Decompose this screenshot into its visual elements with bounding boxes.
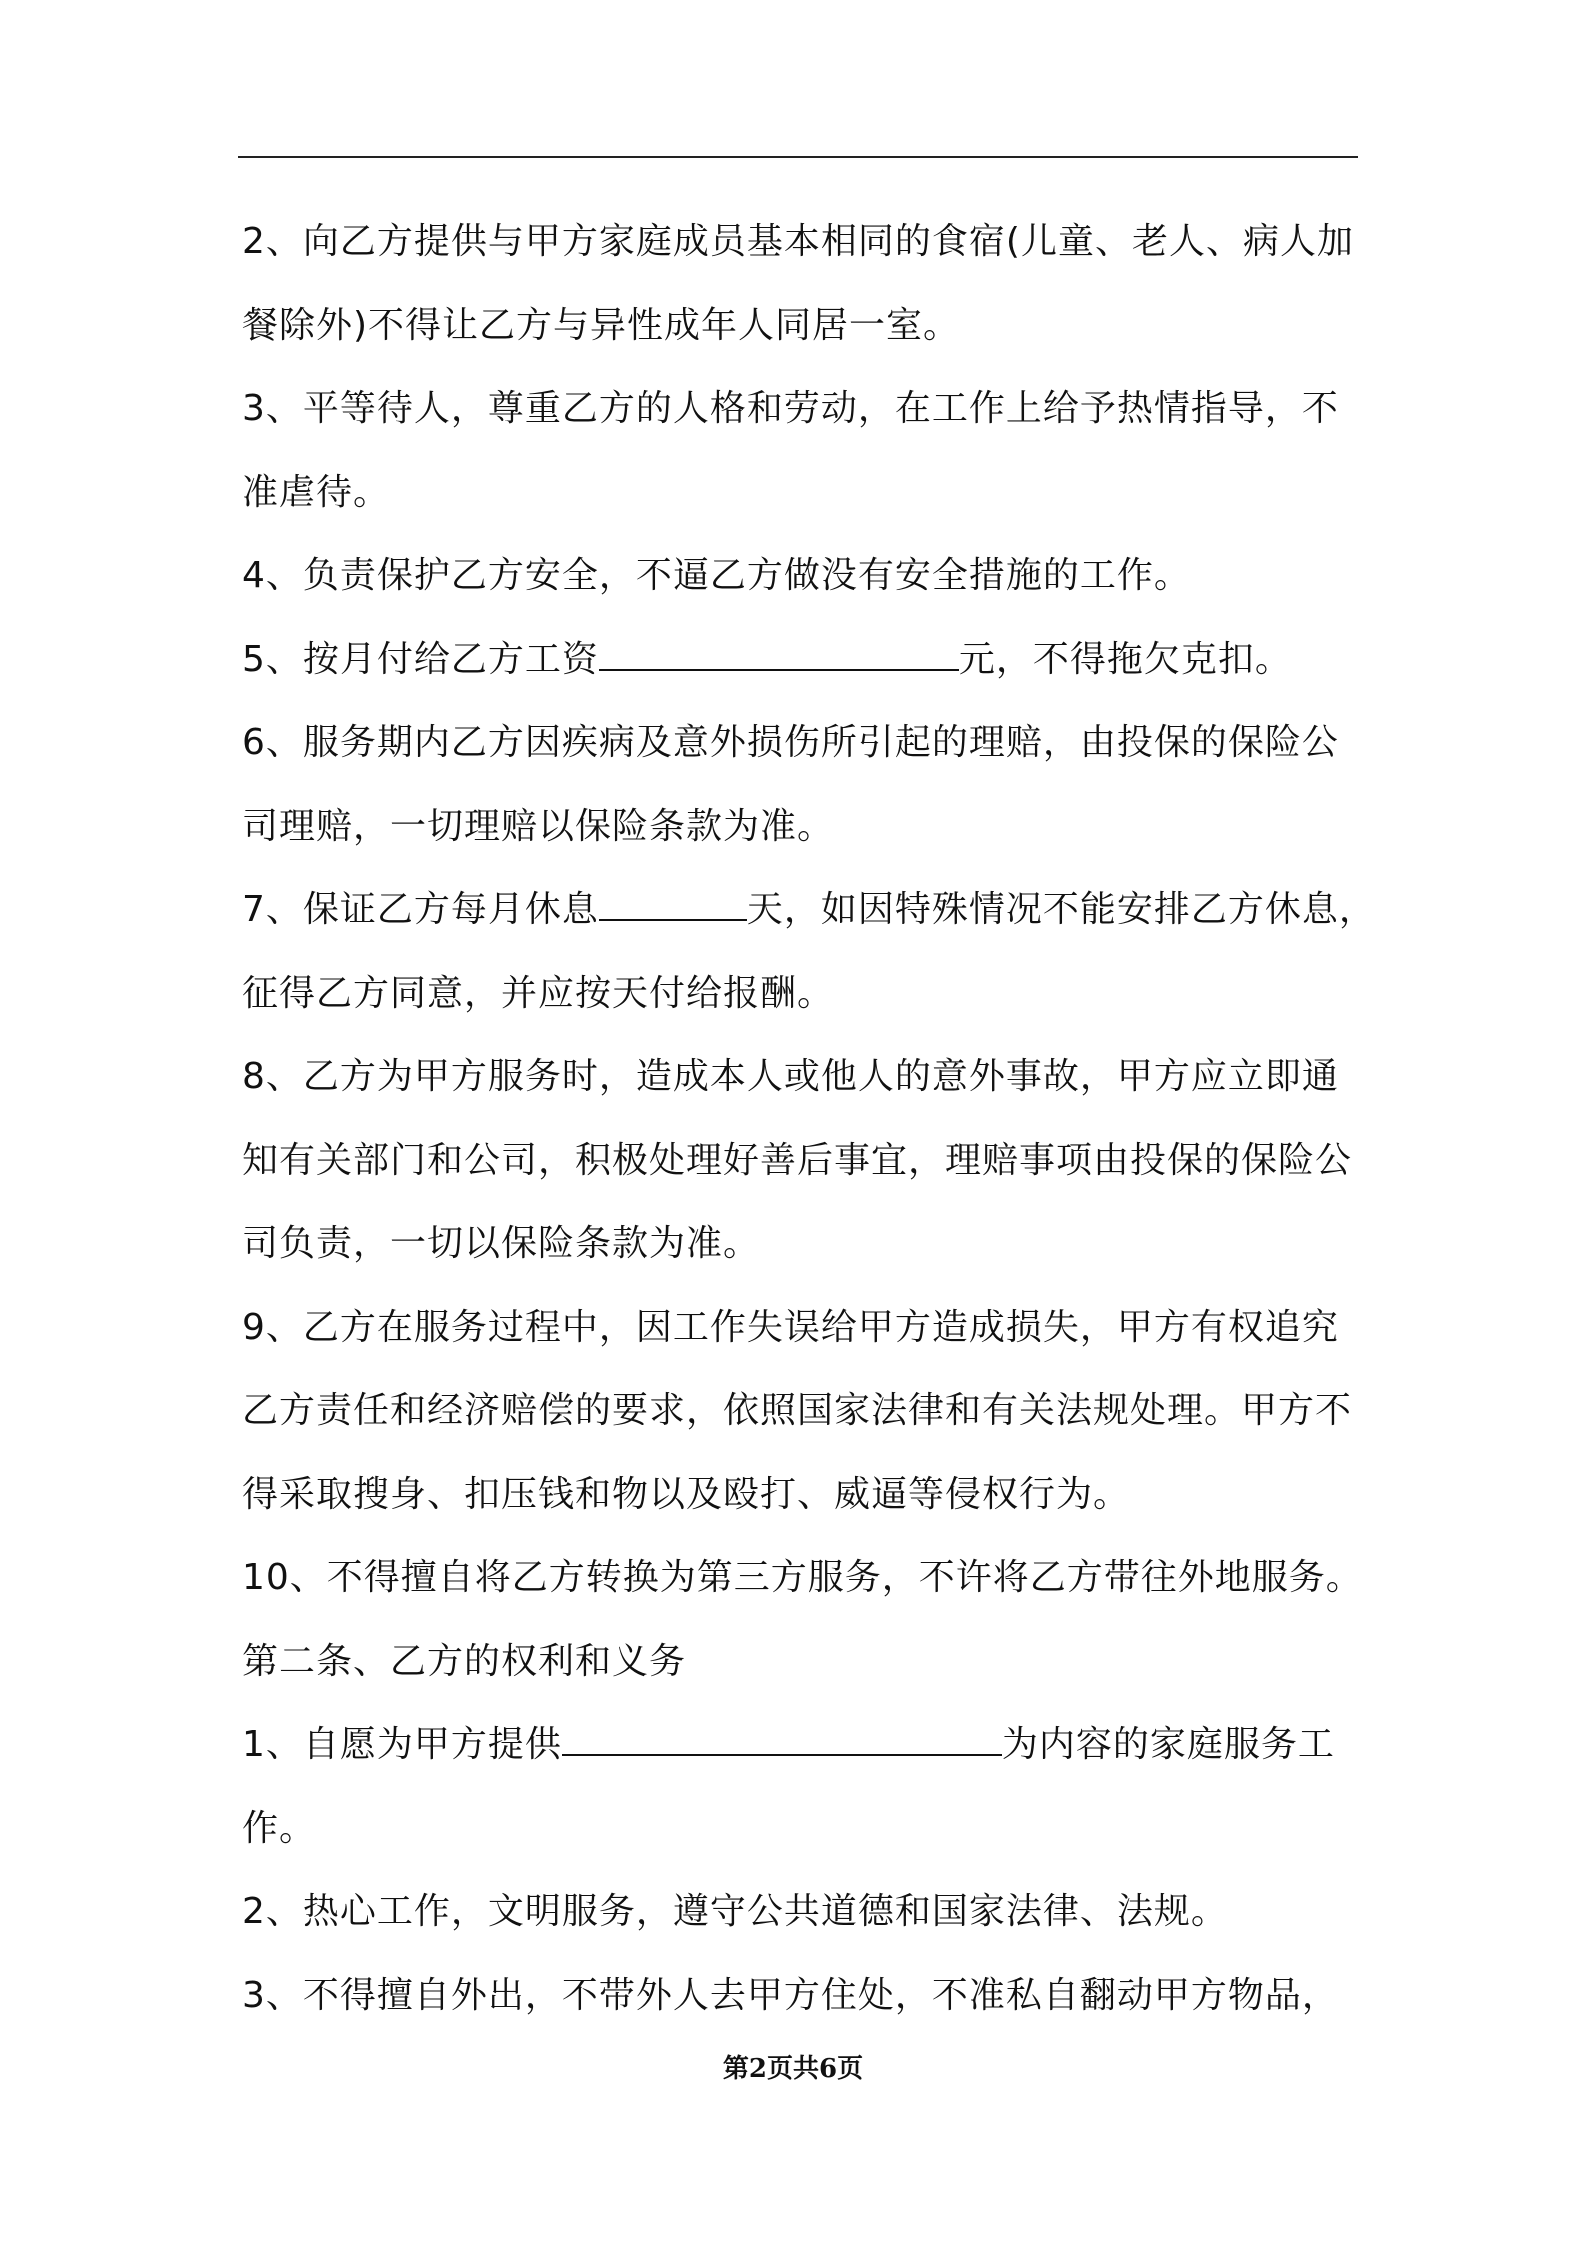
rest-days-prefix: 7、保证乙方每月休息 [242, 889, 599, 930]
text-line: 司负责，一切以保险条款为准。 [242, 1223, 761, 1264]
text-line: 知有关部门和公司，积极处理好善后事宜，理赔事项由投保的保险公 [242, 1139, 1353, 1181]
text-line: 乙方责任和经济赔偿的要求，依照国家法律和有关法规处理。甲方不 [242, 1390, 1353, 1431]
text-line: 餐除外)不得让乙方与异性成年人同居一室。 [242, 304, 961, 346]
text-line: 征得乙方同意，并应按天付给报酬。 [242, 972, 835, 1014]
text-line: 3、不得擅自外出，不带外人去甲方住处，不准私自翻动甲方物品， [242, 1974, 1339, 2016]
text-line: 2、向乙方提供与甲方家庭成员基本相同的食宿(儿童、老人、病人加 [242, 221, 1354, 262]
text-line: 作。 [242, 1807, 317, 1849]
section-heading: 第二条、乙方的权利和义务 [242, 1640, 687, 1682]
text-line: 10、不得擅自将乙方转换为第三方服务，不许将乙方带往外地服务。 [242, 1557, 1363, 1598]
rest-days-suffix: 天，如因特殊情况不能安排乙方休息， [746, 889, 1376, 930]
text-line-service [242, 1703, 1358, 1787]
text-line-wage [242, 618, 1358, 702]
wage-suffix: 元，不得拖欠克扣。 [958, 638, 1292, 680]
wage-blank[interactable] [599, 637, 959, 671]
service-suffix: 为内容的家庭服务工 [1001, 1724, 1335, 1765]
text-line: 4、负责保护乙方安全，不逼乙方做没有安全措施的工作。 [242, 555, 1191, 596]
header-rule [238, 156, 1358, 158]
text-line: 3、平等待人，尊重乙方的人格和劳动，在工作上给予热情指导，不 [242, 388, 1339, 429]
page-number: 第2页共6页 [722, 2054, 864, 2084]
text-line: 9、乙方在服务过程中，因工作失误给甲方造成损失，甲方有权追究 [242, 1306, 1339, 1348]
service-blank[interactable] [562, 1722, 1002, 1756]
text-line: 得采取搜身、扣压钱和物以及殴打、威逼等侵权行为。 [242, 1473, 1131, 1515]
text-line-rest-days [242, 868, 1376, 952]
text-line: 2、热心工作，文明服务，遵守公共道德和国家法律、法规。 [242, 1891, 1228, 1932]
wage-prefix: 5、按月付给乙方工资 [242, 638, 599, 680]
rest-days-blank[interactable] [599, 887, 747, 921]
text-line: 6、服务期内乙方因疾病及意外损伤所引起的理赔，由投保的保险公 [242, 722, 1339, 763]
text-line: 准虐待。 [242, 471, 391, 513]
text-line: 司理赔，一切理赔以保险条款为准。 [242, 805, 835, 847]
service-prefix: 1、自愿为甲方提供 [242, 1724, 562, 1765]
document-body [242, 200, 1376, 2037]
text-line: 8、乙方为甲方服务时，造成本人或他人的意外事故，甲方应立即通 [242, 1056, 1339, 1097]
